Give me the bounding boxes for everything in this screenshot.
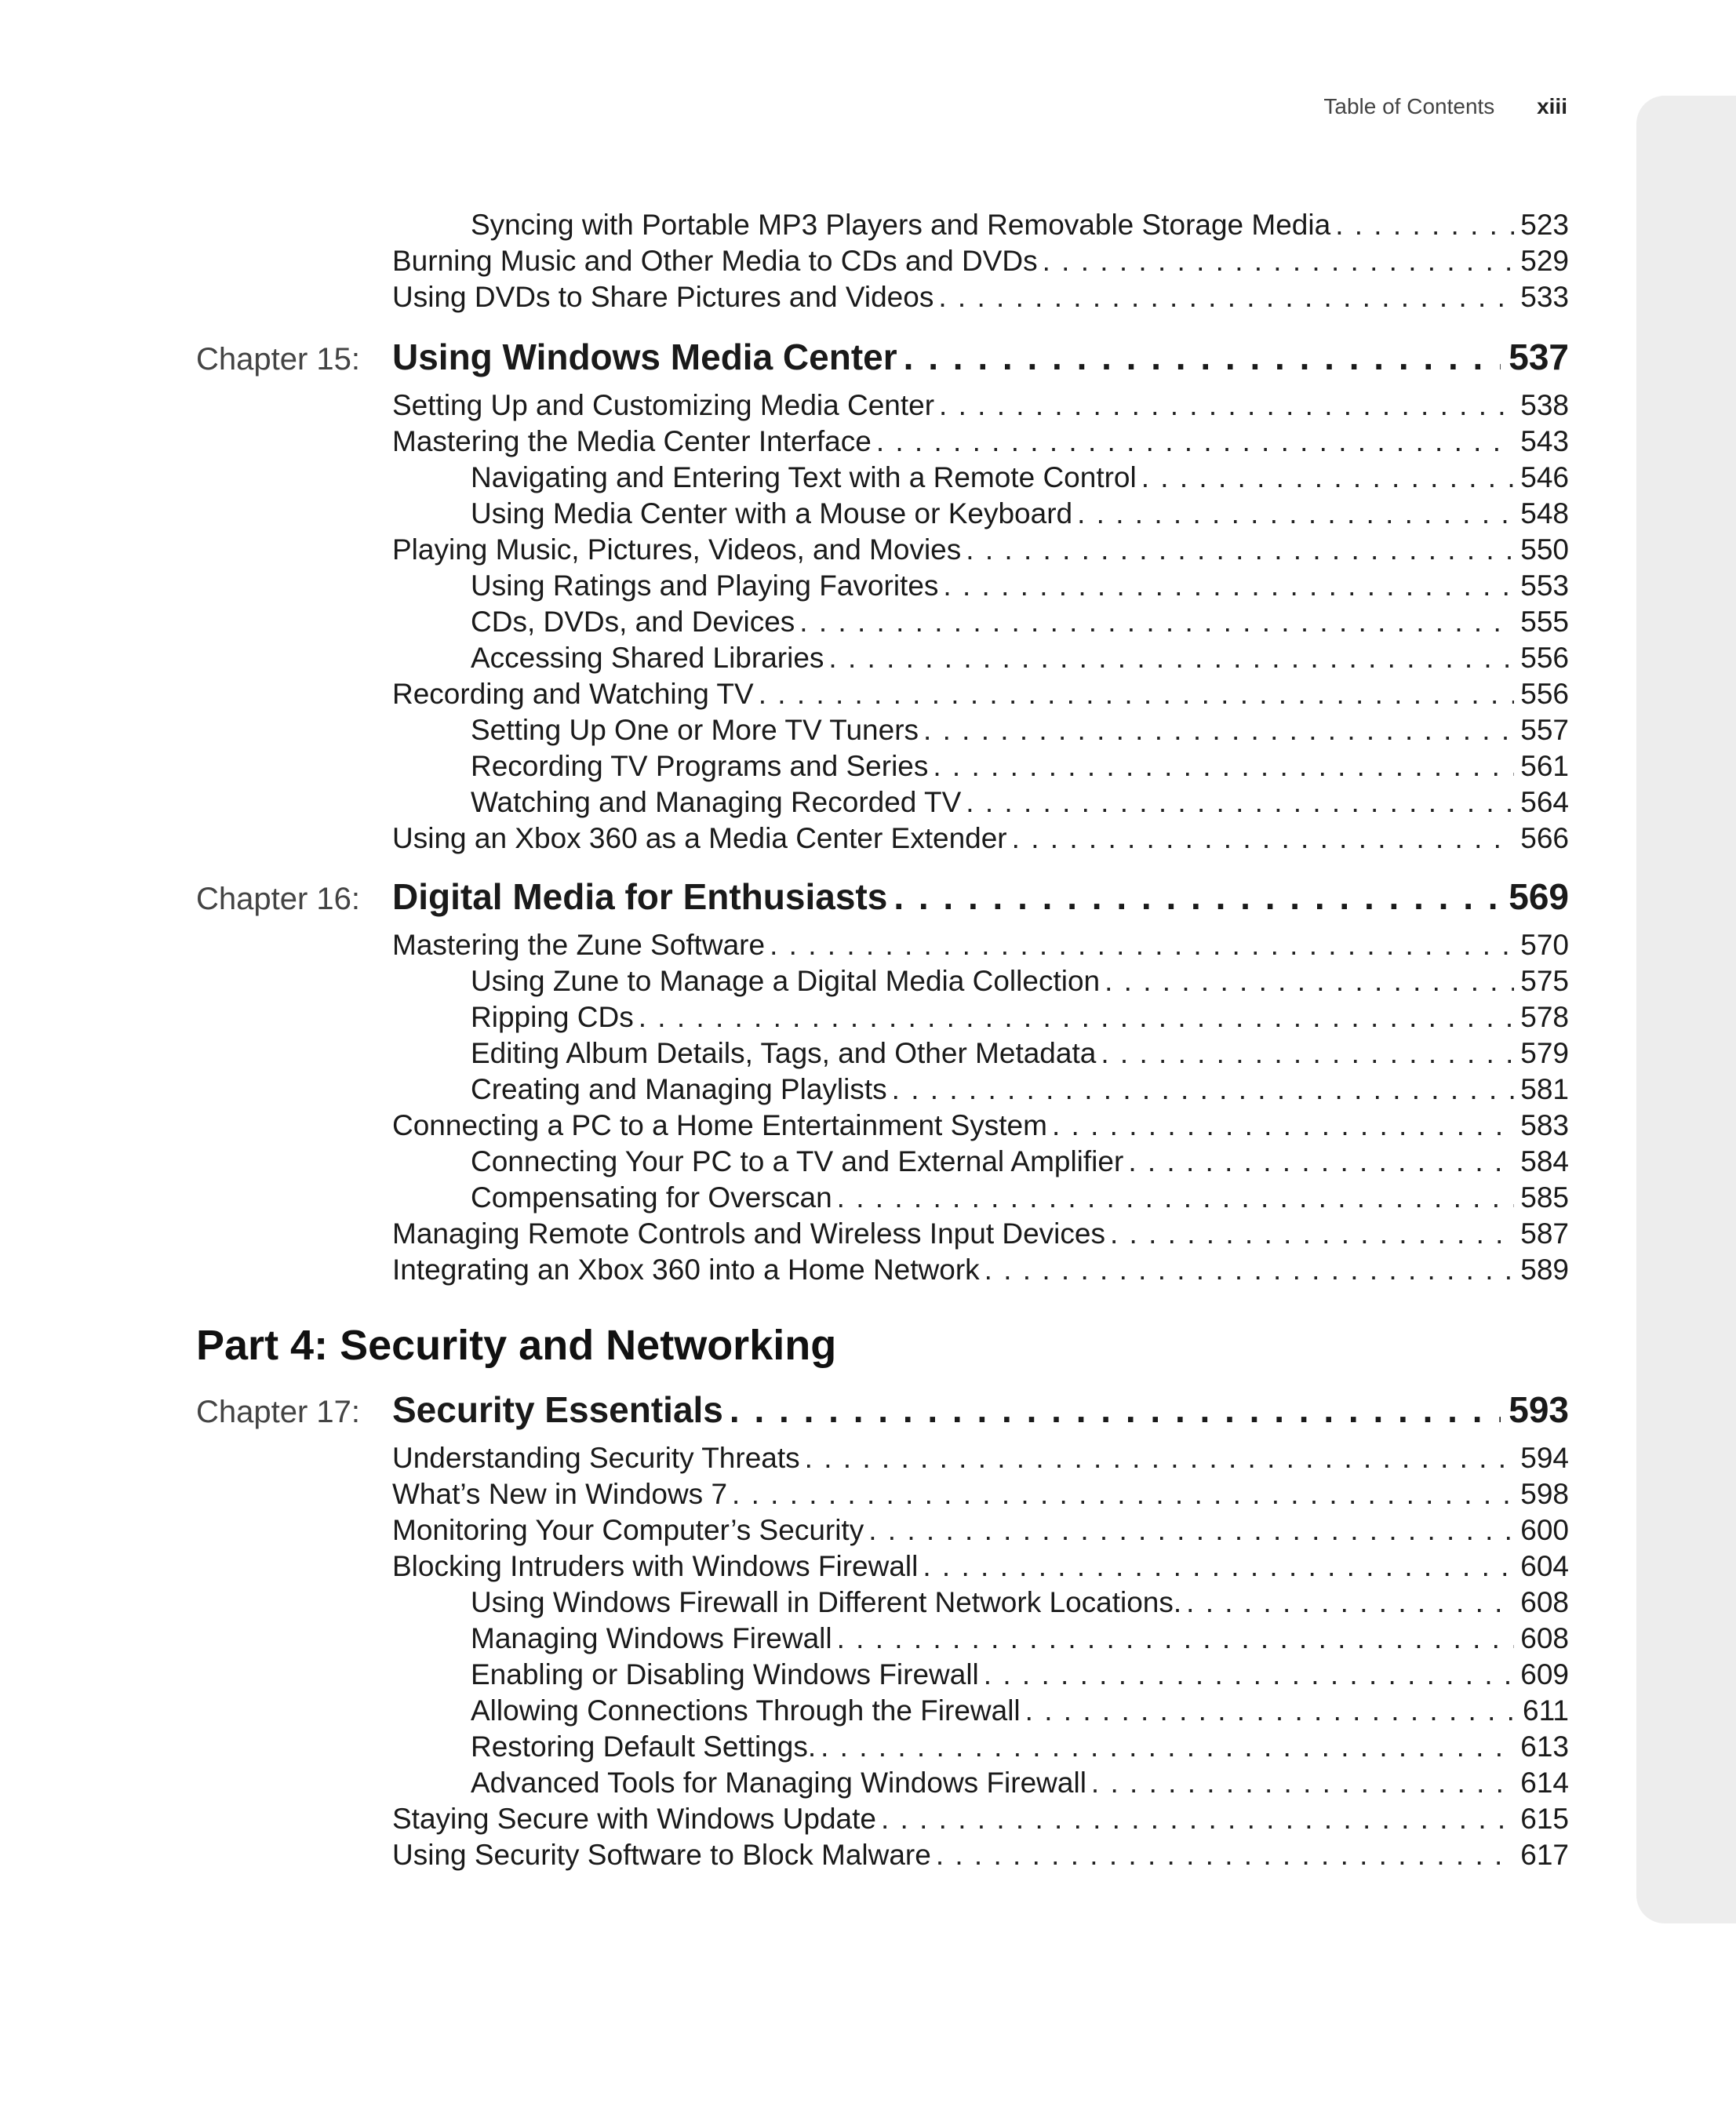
toc-entry-page: 556	[1520, 678, 1569, 710]
dot-leader	[1091, 1767, 1514, 1800]
toc-entry-page: 585	[1520, 1181, 1569, 1214]
toc-entry-page: 598	[1520, 1478, 1569, 1510]
dot-leader	[966, 533, 1514, 566]
toc-entry[interactable]	[392, 1217, 1569, 1254]
toc-entry-title: Editing Album Details, Tags, and Other Metadata	[471, 1037, 1097, 1069]
dot-leader	[770, 929, 1514, 962]
toc-entry[interactable]	[471, 1037, 1569, 1073]
toc-entry-page: 609	[1520, 1658, 1569, 1690]
toc-entry-title: Compensating for Overscan	[471, 1181, 832, 1214]
dot-leader	[966, 786, 1514, 819]
toc-entry-title: Using Media Center with a Mouse or Keyboard	[471, 497, 1073, 530]
toc-entry[interactable]	[392, 533, 1569, 570]
dot-leader	[799, 606, 1514, 639]
toc-entry-page: 523	[1520, 209, 1569, 241]
toc-entry-title: Recording and Watching TV	[392, 678, 754, 710]
toc-entry-page: 604	[1520, 1550, 1569, 1582]
dot-leader	[1077, 497, 1514, 530]
toc-entry[interactable]	[471, 1730, 1569, 1767]
toc-entry-page: 555	[1520, 606, 1569, 638]
toc-entry-title: Enabling or Disabling Windows Firewall	[471, 1658, 979, 1690]
dot-leader	[893, 875, 1501, 918]
toc-entry[interactable]	[392, 1109, 1569, 1145]
dot-leader	[933, 750, 1514, 783]
toc-entry-page: 613	[1520, 1730, 1569, 1763]
dot-leader	[923, 1550, 1514, 1583]
toc-entry-title: Ripping CDs	[471, 1001, 634, 1033]
toc-entry-title: Using an Xbox 360 as a Media Center Extender	[392, 822, 1007, 854]
dot-leader	[881, 1803, 1514, 1836]
toc-entry-page: 553	[1520, 570, 1569, 602]
dot-leader	[1186, 1586, 1514, 1619]
toc-entry-page: 566	[1520, 822, 1569, 854]
toc-entry[interactable]	[392, 281, 1569, 317]
toc-entry[interactable]	[471, 642, 1569, 678]
chapter-heading-16[interactable]	[196, 875, 1569, 923]
dot-leader	[868, 1514, 1514, 1547]
dot-leader	[1043, 245, 1514, 278]
toc-entry-page: 543	[1520, 425, 1569, 457]
toc-entry-title: Navigating and Entering Text with a Remote Control	[471, 461, 1137, 493]
toc-entry-title: Understanding Security Threats	[392, 1442, 800, 1474]
toc-entry[interactable]	[471, 1658, 1569, 1694]
toc-entry[interactable]	[392, 1550, 1569, 1586]
dot-leader	[837, 1622, 1514, 1655]
toc-entry-title: What’s New in Windows 7	[392, 1478, 728, 1510]
toc-entry-title: Restoring Default Settings.	[471, 1730, 817, 1763]
toc-entry[interactable]	[471, 606, 1569, 642]
toc-entry-title: Using DVDs to Share Pictures and Videos	[392, 281, 934, 313]
toc-entry-title: Advanced Tools for Managing Windows Firewall	[471, 1767, 1086, 1799]
chapter-page: 593	[1509, 1389, 1569, 1430]
toc-entry-page: 589	[1520, 1254, 1569, 1286]
dot-leader	[1025, 1694, 1514, 1727]
toc-entry-page: 570	[1520, 929, 1569, 961]
toc-entry[interactable]	[392, 425, 1569, 461]
chapter-label: Chapter 16:	[196, 882, 361, 916]
toc-entry-page: 584	[1520, 1145, 1569, 1177]
toc-entry-title: Managing Windows Firewall	[471, 1622, 832, 1654]
toc-entry[interactable]	[471, 1073, 1569, 1109]
toc-entry-title: Managing Remote Controls and Wireless Input Devices	[392, 1217, 1105, 1250]
dot-leader	[730, 1388, 1501, 1431]
dot-leader	[943, 570, 1514, 602]
dot-leader	[805, 1442, 1514, 1475]
dot-leader	[1052, 1109, 1514, 1142]
toc-entry[interactable]	[471, 1586, 1569, 1622]
toc-entry[interactable]	[392, 1254, 1569, 1290]
toc-entry-title: Using Ratings and Playing Favorites	[471, 570, 939, 602]
toc-entry-page: 594	[1520, 1442, 1569, 1474]
chapter-page: 537	[1509, 337, 1569, 377]
toc-entry[interactable]	[392, 929, 1569, 965]
toc-entry[interactable]	[471, 570, 1569, 606]
toc-entry-page: 608	[1520, 1586, 1569, 1618]
toc-entry-title: Monitoring Your Computer’s Security	[392, 1514, 864, 1546]
dot-leader	[732, 1478, 1514, 1511]
toc-entry-page: 608	[1520, 1622, 1569, 1654]
dot-leader	[1012, 822, 1514, 855]
toc-entry-title: Accessing Shared Libraries	[471, 642, 824, 674]
dot-leader	[904, 336, 1501, 378]
dot-leader	[936, 1839, 1514, 1872]
toc-entry-page: 546	[1520, 461, 1569, 493]
toc-entry-title: Syncing with Portable MP3 Players and Removable Storage Media	[471, 209, 1331, 241]
toc-entry[interactable]	[392, 1839, 1569, 1875]
toc-entry-title: Integrating an Xbox 360 into a Home Network	[392, 1254, 980, 1286]
chapter-label: Chapter 17:	[196, 1395, 361, 1429]
toc-entry-title: Connecting a PC to a Home Entertainment System	[392, 1109, 1047, 1141]
toc-entry-page: 575	[1520, 965, 1569, 997]
toc-entry-title: Connecting Your PC to a TV and External Amplifier	[471, 1145, 1124, 1177]
toc-entry-page: 611	[1523, 1694, 1569, 1727]
toc-entry-page: 615	[1520, 1803, 1569, 1835]
toc-entry[interactable]	[392, 1478, 1569, 1514]
toc-entry-page: 529	[1520, 245, 1569, 277]
toc-entry-page: 533	[1520, 281, 1569, 313]
dot-leader	[984, 1254, 1514, 1286]
toc-entry-page: 564	[1520, 786, 1569, 818]
toc-entry-page: 561	[1520, 750, 1569, 782]
dot-leader	[1141, 461, 1514, 494]
dot-leader	[984, 1658, 1514, 1691]
toc-entry[interactable]	[392, 1442, 1569, 1478]
chapter-heading-17[interactable]	[196, 1388, 1569, 1436]
toc-entry-page: 578	[1520, 1001, 1569, 1033]
toc-entry-title: Creating and Managing Playlists	[471, 1073, 887, 1105]
dot-leader	[892, 1073, 1514, 1106]
toc-entry[interactable]	[471, 1145, 1569, 1181]
toc-entry-title: Burning Music and Other Media to CDs and DVDs	[392, 245, 1038, 277]
toc-entry-title: Mastering the Media Center Interface	[392, 425, 872, 457]
toc-entry-title: CDs, DVDs, and Devices	[471, 606, 795, 638]
toc-entry-title: Setting Up One or More TV Tuners	[471, 714, 919, 746]
chapter-title: Using Windows Media Center	[392, 337, 897, 377]
toc-entry-title: Watching and Managing Recorded TV	[471, 786, 962, 818]
dot-leader	[923, 714, 1514, 747]
chapter-title: Security Essentials	[392, 1389, 723, 1430]
toc-entry[interactable]	[471, 497, 1569, 533]
toc-entry-page: 556	[1520, 642, 1569, 674]
chapter-title: Digital Media for Enthusiasts	[392, 876, 888, 917]
toc-entry-title: Blocking Intruders with Windows Firewall	[392, 1550, 919, 1582]
dot-leader	[1335, 209, 1514, 242]
chapter-page: 569	[1509, 876, 1569, 917]
dot-leader	[939, 389, 1514, 422]
toc-entry[interactable]	[471, 714, 1569, 750]
toc-entry-page: 617	[1520, 1839, 1569, 1871]
toc-entry[interactable]	[471, 786, 1569, 822]
toc-entry[interactable]	[392, 1514, 1569, 1550]
dot-leader	[1105, 965, 1514, 998]
toc-entry-page: 583	[1520, 1109, 1569, 1141]
toc-entry[interactable]	[392, 389, 1569, 425]
toc-entry-page: 579	[1520, 1037, 1569, 1069]
toc-entry-title: Using Zune to Manage a Digital Media Collection	[471, 965, 1101, 997]
dot-leader	[1128, 1145, 1514, 1178]
toc-entry-page: 548	[1520, 497, 1569, 530]
dot-leader	[1101, 1037, 1514, 1070]
toc-entry-title: Using Windows Firewall in Different Network Locations.	[471, 1586, 1182, 1618]
toc-entry[interactable]	[471, 750, 1569, 786]
toc-entry[interactable]	[471, 965, 1569, 1001]
chapter-heading-15[interactable]	[196, 336, 1569, 383]
toc-entry-title: Recording TV Programs and Series	[471, 750, 929, 782]
dot-leader	[876, 425, 1514, 458]
toc-entry-title: Setting Up and Customizing Media Center	[392, 389, 935, 421]
dot-leader	[1110, 1217, 1514, 1250]
toc-entry-title: Staying Secure with Windows Update	[392, 1803, 876, 1835]
toc-entry-page: 557	[1520, 714, 1569, 746]
toc-entry[interactable]	[392, 1803, 1569, 1839]
toc-entry[interactable]	[392, 678, 1569, 714]
toc-entry-page: 538	[1520, 389, 1569, 421]
toc-entry[interactable]	[471, 1767, 1569, 1803]
dot-leader	[837, 1181, 1514, 1214]
dot-leader	[938, 281, 1514, 314]
toc-entry-page: 614	[1520, 1767, 1569, 1799]
toc-entry-page: 550	[1520, 533, 1569, 566]
dot-leader	[759, 678, 1514, 711]
toc-entry[interactable]	[471, 461, 1569, 497]
toc-entry-title: Mastering the Zune Software	[392, 929, 766, 961]
toc-entry-page: 600	[1520, 1514, 1569, 1546]
toc-entry[interactable]	[471, 1181, 1569, 1217]
part-heading[interactable]: Part 4: Security and Networking	[196, 1322, 837, 1369]
dot-leader	[639, 1001, 1514, 1034]
header-page-number: xiii	[1537, 94, 1567, 118]
toc-entry[interactable]	[471, 1001, 1569, 1037]
toc-entry[interactable]	[471, 1622, 1569, 1658]
toc-entry-page: 587	[1520, 1217, 1569, 1250]
toc-entry-page: 581	[1520, 1073, 1569, 1105]
dot-leader	[821, 1730, 1514, 1763]
toc-entry[interactable]	[392, 822, 1569, 858]
toc-entry[interactable]	[471, 1694, 1569, 1730]
toc-entry[interactable]	[471, 209, 1569, 245]
header-section-title: Table of Contents	[1323, 94, 1495, 118]
toc-entry[interactable]	[392, 245, 1569, 281]
toc-entry-title: Allowing Connections Through the Firewall	[471, 1694, 1021, 1727]
chapter-label: Chapter 15:	[196, 342, 361, 377]
toc-entry-title: Playing Music, Pictures, Videos, and Movies	[392, 533, 962, 566]
dot-leader	[828, 642, 1514, 675]
toc-entry-title: Using Security Software to Block Malware	[392, 1839, 931, 1871]
